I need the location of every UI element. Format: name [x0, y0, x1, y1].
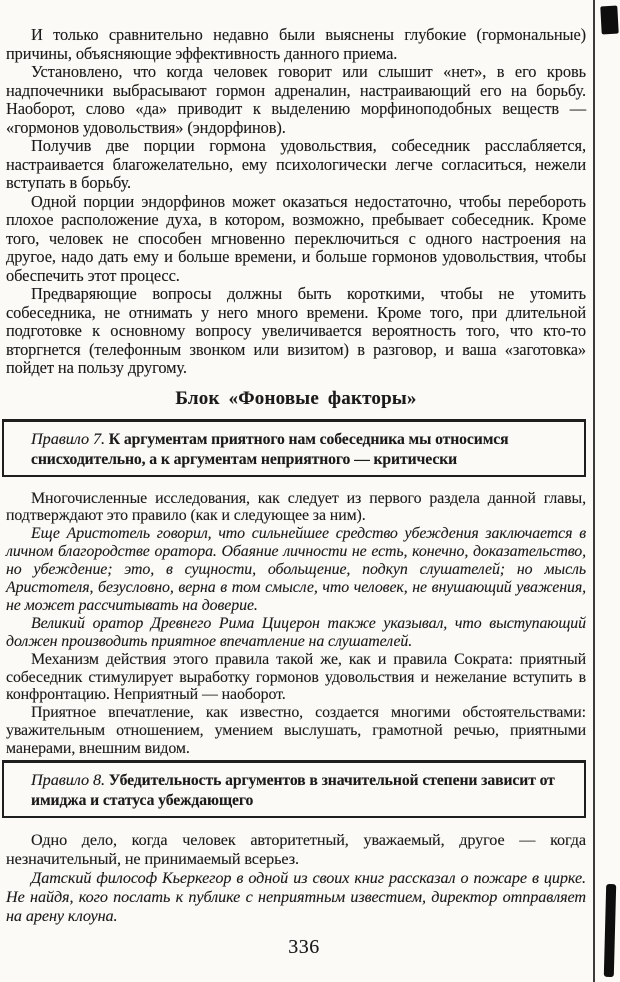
intro-paragraphs	[6, 26, 586, 378]
scan-ink-blob-bottom	[604, 884, 616, 977]
scan-ink-blob-top	[600, 6, 618, 35]
paragraph-cicero-quote: Великий оратор Древнего Рима Цицерон также указывал, что выступающий должен производить приятное впечатление на слушателей.	[6, 614, 586, 650]
paragraph-authoritative-person: Одно дело, когда человек авторитетный, уважаемый, другое — когда незначительный, не принимаемый всерьез.	[6, 831, 586, 869]
paragraph-adrenalin-endorphins: Установлено, что когда человек говорит или слышит «нет», в его кровь надпочечники выбрасывают гормон адреналин, настраивающий его на борьбу. Наоборот, слово «да» приводит к выделению морфиноподобных веществ — «гормонов удовольствия» (эндорфинов).	[6, 62, 586, 137]
rule-8-discussion	[6, 831, 586, 926]
rule-7-statement: К аргументам приятного нам собеседника мы относимся снисходительно, а к аргументам неприятного — критически	[31, 430, 509, 468]
paragraph-aristotle-quote: Еще Аристотель говорил, что сильнейшее средство убеждения заключается в личном благородстве оратора. Обаяние личности не есть, конечно, доказательство, но убеждение; это, в сущности, обольщение, подкуп слушателей; но мысль Аристотеля, безусловно, верна в том смысле, что человек, не внушающий уважения, не может рассчитывать на доверие.	[6, 525, 586, 614]
paragraph-mechanism: Механизм действия этого правила такой же, как и правила Сократа: приятный собеседник стимулирует выработку гормонов удовольствия и нежелание вступить в конфронтацию. Неприятный — наоборот.	[6, 650, 586, 704]
rule-7-label: Правило 7.	[31, 428, 105, 448]
paragraph-preliminary-questions: Предваряющие вопросы должны быть короткими, чтобы не утомить собеседника, не отнимать у него много времени. Кроме того, при длительной подготовке к основному вопросу увеличивается вероятность того, что кто-то вторгнется (телефонным звонком или визитом) в разговор, и ваша «заготовка» пойдет на пользу другому.	[6, 284, 586, 377]
paragraph-research-confirms: Многочисленные исследования, как следует из первого раздела данной главы, подтверждают это правило (как и следующее за ним).	[6, 489, 586, 525]
section-heading: Блок «Фоновые факторы»	[175, 387, 417, 409]
rule-8-statement: Убедительность аргументов в значительной степени зависит от имиджа и статуса убеждающего	[31, 772, 555, 810]
paragraph-kierkegaard-story: Датский философ Кьеркегор в одной из своих книг рассказал о пожаре в цирке. Не найдя, кого послать к публике с неприятным известием, директор отправляет на арену клоуна.	[6, 869, 586, 926]
paragraph-hormonal-causes: И только сравнительно недавно были выяснены глубокие (гормональные) причины, объясняющие эффективность данного приема.	[6, 25, 586, 63]
rule-7-text	[31, 429, 574, 470]
page-number: 336	[288, 936, 320, 959]
paragraph-two-portions: Получив две порции гормона удовольствия, собеседник расслабляется, настраивается благожелательно, ему психологически легче согласиться, нежели вступать в борьбу.	[6, 136, 586, 192]
rule-8-box	[2, 760, 586, 818]
paragraph-one-portion-not-enough: Одной порции эндорфинов может оказаться недостаточно, чтобы перебороть плохое расположение духа, в котором, возможно, пребывает собеседник. Кроме того, человек не способен мгновенно переключиться с одного настроения на другое, надо дать ему и больше времени, и больше гормонов удовольствия, чтобы обеспечить этот процесс.	[6, 191, 586, 285]
rule-8-text	[31, 770, 574, 811]
rule-7-discussion	[6, 490, 586, 759]
scan-edge-line	[593, 0, 595, 982]
rule-8-label: Правило 8.	[31, 770, 105, 790]
rule-7-box	[2, 419, 586, 477]
paragraph-pleasant-impression: Приятное впечатление, как известно, создается многими обстоятельствами: уважительным отношением, умением выслушать, грамотной речью, приятными манерами, внешним видом.	[6, 704, 586, 758]
